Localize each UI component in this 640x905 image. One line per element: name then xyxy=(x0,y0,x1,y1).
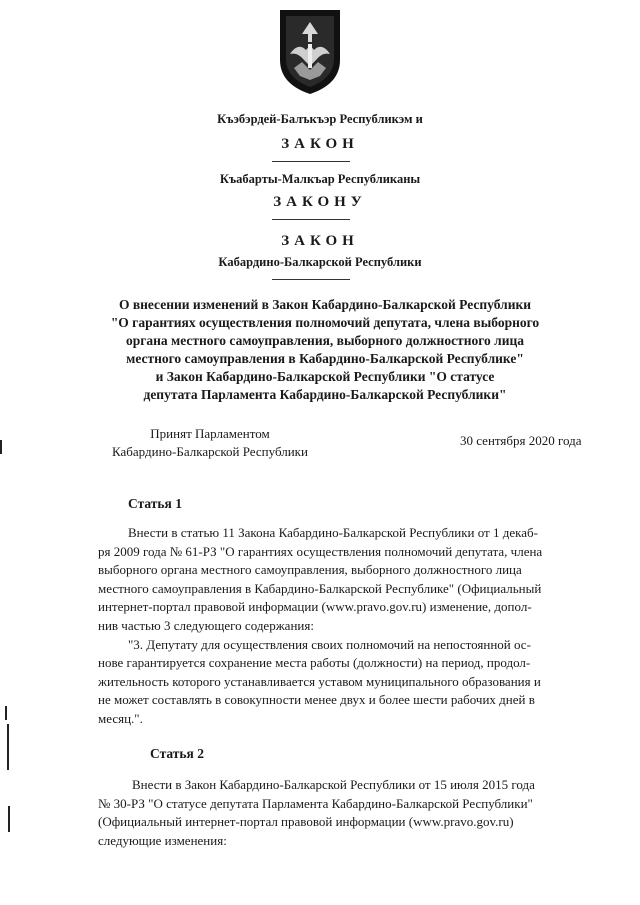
paragraph-line: местного самоуправления в Кабардино-Балкарской Республике" (Официальный xyxy=(98,580,542,596)
divider xyxy=(272,279,350,280)
paragraph-line: выборного органа местного самоуправления, выборного должностного лица xyxy=(98,562,522,578)
title-line: органа местного самоуправления, выборного должностного лица xyxy=(125,333,525,348)
paragraph-line: Внести в Закон Кабардино-Балкарской Республики от 15 июля 2015 года xyxy=(132,777,535,792)
article-2-heading: Статья 2 xyxy=(150,746,204,761)
title-line: депутата Парламента Кабардино-Балкарской Республики" xyxy=(143,387,507,402)
scan-artifact xyxy=(7,724,9,770)
divider xyxy=(272,219,350,220)
paragraph-line: интернет-портал правовой информации (www.pravo.gov.ru) изменение, допол- xyxy=(98,599,532,615)
paragraph-line: Внести в статью 11 Закона Кабардино-Балкарской Республики от 1 декаб- xyxy=(128,525,538,540)
scan-artifact xyxy=(8,806,10,832)
paragraph-line: жительность которого устанавливается уставом муниципального образования и xyxy=(98,673,541,689)
paragraph-line: не может составлять в совокупности менее двух и более шести рабочих дней в xyxy=(98,692,535,708)
adoption-date: 30 сентября 2020 года xyxy=(460,433,582,448)
parliament-name-kabardian: Къэбэрдей-Балъкъэр Республикэм и xyxy=(217,112,423,126)
paragraph-line: месяц.". xyxy=(98,710,143,726)
paragraph-line: следующие изменения: xyxy=(98,832,227,848)
law-title xyxy=(86,296,564,404)
law-heading-russian: ЗАКОН xyxy=(281,233,359,249)
title-line: и Закон Кабардино-Балкарской Республики "О статусе xyxy=(155,369,495,384)
title-line: "О гарантиях осуществления полномочий депутата, члена выборного xyxy=(110,315,540,330)
parliament-name-balkar: Къабарты-Малкъар Республиканы xyxy=(219,172,421,186)
article-1-body xyxy=(98,524,610,729)
article-2-body xyxy=(98,776,614,850)
paragraph-line: нив частью 3 следующего содержания: xyxy=(98,617,314,633)
scan-artifact xyxy=(0,440,2,454)
adoption-line: Принят Парламентом xyxy=(150,426,270,441)
title-line: О внесении изменений в Закон Кабардино-Балкарской Республики xyxy=(118,297,532,312)
adoption-line: Кабардино-Балкарской Республики xyxy=(112,444,308,459)
title-line: местного самоуправления в Кабардино-Балкарской Республике" xyxy=(126,351,524,366)
article-1-heading: Статья 1 xyxy=(128,496,182,511)
adoption-block xyxy=(90,425,330,461)
paragraph-line: (Официальный интернет-портал правовой информации (www.pravo.gov.ru) xyxy=(98,814,514,830)
paragraph-line: ря 2009 года № 61-РЗ "О гарантиях осуществления полномочий депутата, члена xyxy=(98,543,543,559)
law-heading-balkar: ЗАКОНУ xyxy=(273,194,367,210)
coat-of-arms-emblem xyxy=(276,4,344,96)
republic-name-russian: Кабардино-Балкарской Республики xyxy=(218,255,422,269)
divider xyxy=(272,161,350,162)
paragraph-line: № 30-РЗ "О статусе депутата Парламента Кабардино-Балкарской Республики" xyxy=(98,795,533,811)
scan-artifact xyxy=(5,706,7,720)
law-heading-kabardian: ЗАКОН xyxy=(281,136,359,152)
paragraph-line: нове гарантируется сохранение места работы (должности) на период, продол- xyxy=(98,655,531,671)
paragraph-line: "3. Депутату для осуществления своих полномочий на непостоянной ос- xyxy=(128,636,531,652)
